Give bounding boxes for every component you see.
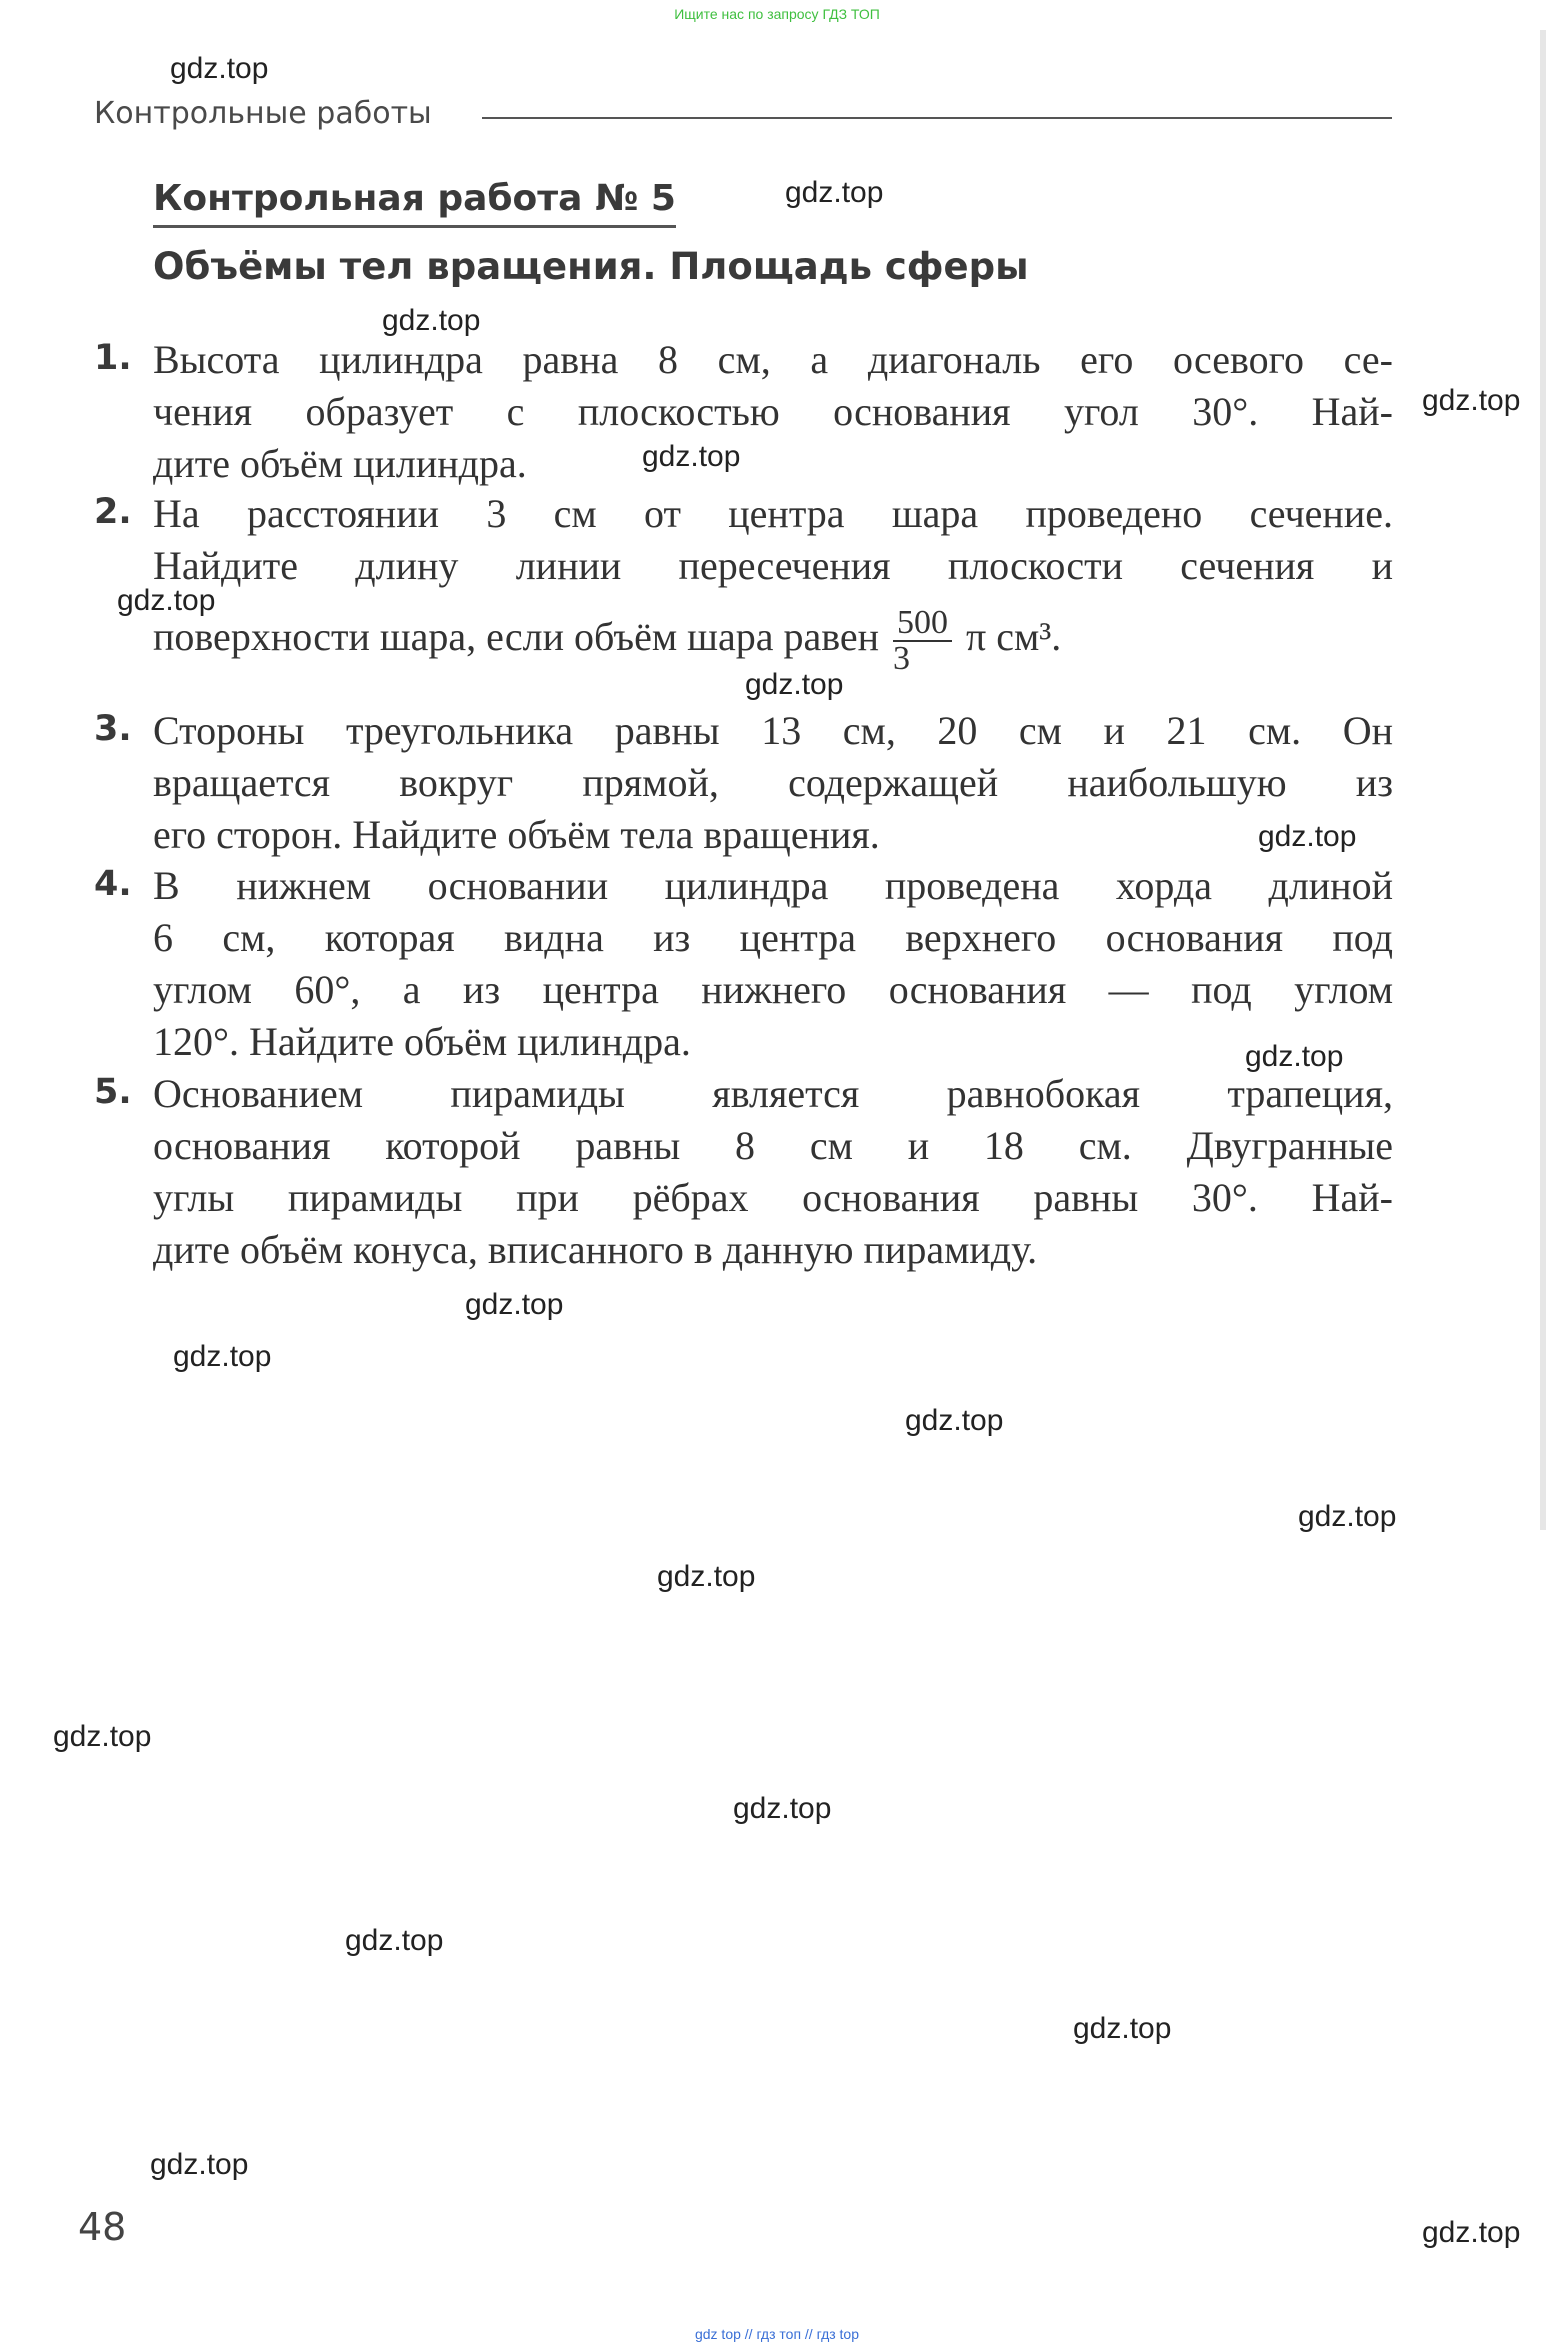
task-2-line: На расстоянии 3 см от центра шара проведено сечение. — [153, 491, 1393, 536]
watermark: gdz.top — [785, 176, 884, 209]
header-rule — [482, 117, 1392, 119]
task-1-line: чения образует с плоскостью основания угол 30°. Най- — [153, 389, 1393, 434]
watermark: gdz.top — [1298, 1500, 1397, 1533]
task-1-line: Высота цилиндра равна 8 см, а диагональ его осевого се- — [153, 337, 1393, 382]
watermark: gdz.top — [1422, 2216, 1521, 2249]
work-title: Контрольная работа № 5 — [153, 178, 676, 228]
watermark: gdz.top — [465, 1288, 564, 1321]
task-2-number: 2. — [94, 492, 132, 532]
task-5-line: дите объём конуса, вписанного в данную пирамиду. — [153, 1227, 1038, 1272]
watermark: gdz.top — [53, 1720, 152, 1753]
volume-fraction — [893, 606, 952, 676]
task-4-text — [153, 860, 1393, 1068]
task-1-text — [153, 334, 1393, 490]
top-banner: Ищите нас по запросу ГДЗ ТОП — [674, 6, 880, 22]
watermark: gdz.top — [1258, 820, 1357, 853]
watermark: gdz.top — [382, 304, 481, 337]
watermark: gdz.top — [170, 52, 269, 85]
fraction-denominator: 3 — [893, 640, 911, 677]
task-5-text — [153, 1068, 1393, 1276]
bottom-banner: gdz top // гдз топ // гдз top — [694, 2326, 860, 2342]
task-3-line: его сторон. Найдите объём тела вращения. — [153, 812, 880, 857]
task-1-line: дите объём цилиндра. — [153, 441, 527, 486]
watermark: gdz.top — [1245, 1040, 1344, 1073]
task-4-number: 4. — [94, 864, 132, 904]
section-header: Контрольные работы — [94, 96, 432, 131]
task-1-number: 1. — [94, 338, 132, 378]
watermark: gdz.top — [173, 1340, 272, 1373]
work-subtitle: Объёмы тел вращения. Площадь сферы — [153, 245, 1029, 288]
task-3-line: вращается вокруг прямой, содержащей наибольшую из — [153, 760, 1393, 805]
task-3-number: 3. — [94, 709, 132, 749]
page-edge-shadow — [1540, 30, 1546, 1530]
task-2-line-formula — [153, 606, 1393, 676]
task-3-line: Стороны треугольника равны 13 см, 20 см и 21 см. Он — [153, 708, 1393, 753]
watermark: gdz.top — [1073, 2012, 1172, 2045]
task-4-line: 6 см, которая видна из центра верхнего основания под — [153, 915, 1393, 960]
page-number: 48 — [78, 2205, 127, 2249]
watermark: gdz.top — [150, 2148, 249, 2181]
watermark: gdz.top — [733, 1792, 832, 1825]
task-3-text — [153, 705, 1393, 861]
watermark: gdz.top — [745, 668, 844, 701]
task-4-line: углом 60°, а из центра нижнего основания — под углом — [153, 967, 1393, 1012]
task-2-line: Найдите длину линии пересечения плоскости сечения и — [153, 543, 1393, 588]
task-2-line-text: поверхности шара, если объём шара равен — [153, 614, 880, 660]
task-2-line-unit: π см³. — [966, 614, 1062, 660]
watermark: gdz.top — [905, 1404, 1004, 1437]
watermark: gdz.top — [1422, 384, 1521, 417]
task-4-line: В нижнем основании цилиндра проведена хорда длиной — [153, 863, 1393, 908]
watermark: gdz.top — [642, 440, 741, 473]
watermark: gdz.top — [657, 1560, 756, 1593]
task-5-line: основания которой равны 8 см и 18 см. Двугранные — [153, 1123, 1393, 1168]
watermark: gdz.top — [117, 584, 216, 617]
fraction-numerator: 500 — [893, 606, 952, 642]
watermark: gdz.top — [345, 1924, 444, 1957]
task-4-line: 120°. Найдите объём цилиндра. — [153, 1019, 691, 1064]
task-2-text — [153, 488, 1393, 676]
task-5-number: 5. — [94, 1072, 132, 1112]
task-5-line: углы пирамиды при рёбрах основания равны 30°. Най- — [153, 1175, 1393, 1220]
task-5-line: Основанием пирамиды является равнобокая трапеция, — [153, 1071, 1393, 1116]
